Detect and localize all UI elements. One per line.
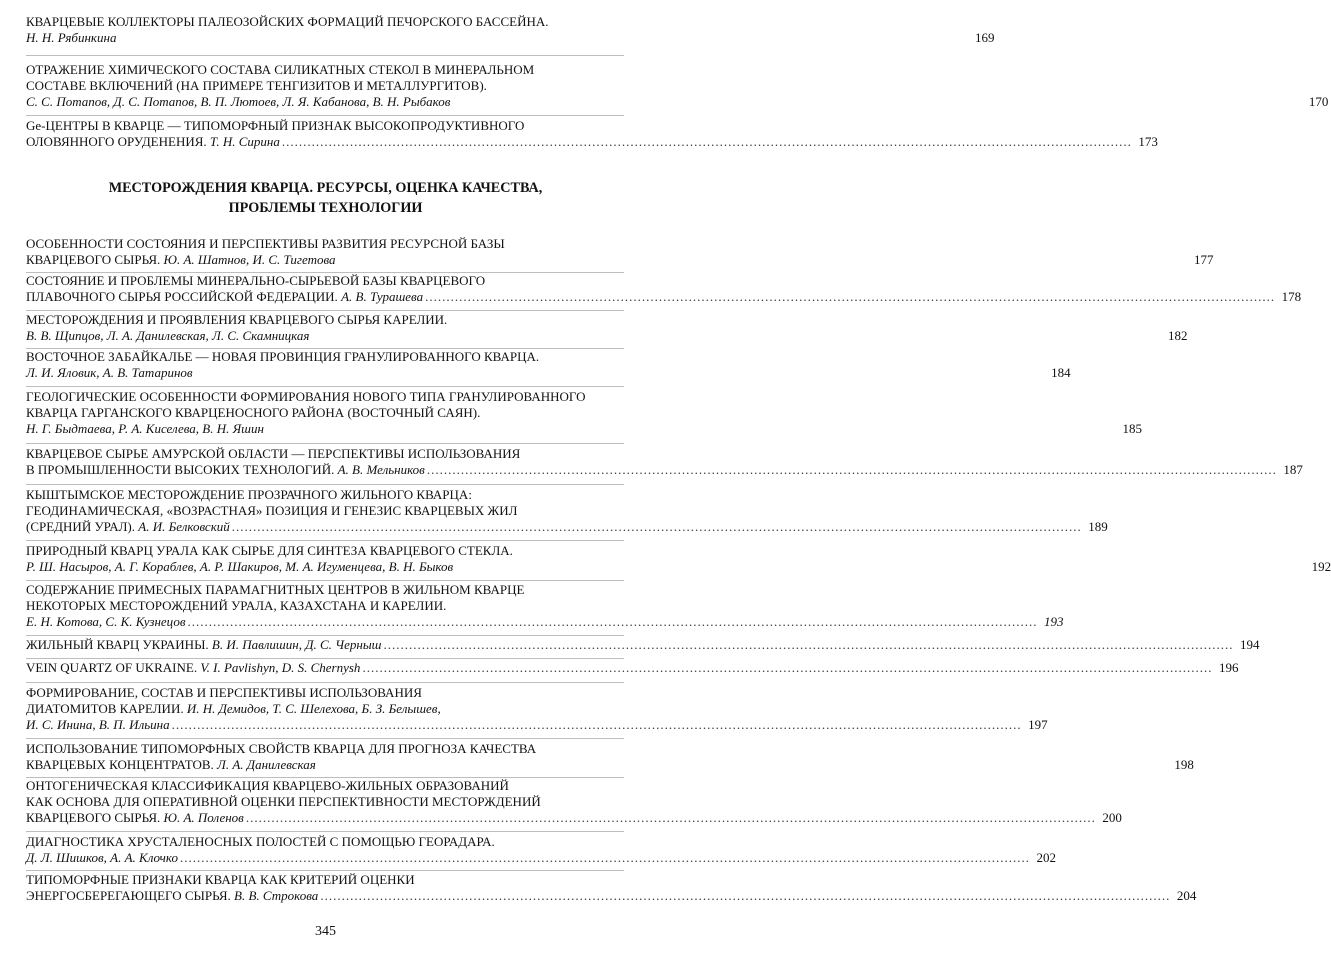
toc-entry-authors: Т. Н. Сирина — [209, 134, 280, 149]
toc-entry-title-and-authors — [26, 421, 264, 437]
toc-entry-page-number: 184 — [1051, 365, 1071, 380]
entry-divider — [26, 870, 624, 871]
toc-entry-final-line — [26, 559, 1331, 575]
toc-entry — [26, 872, 1197, 904]
section-heading — [60, 178, 591, 218]
toc-entry-authors: Ю. А. Поленов — [163, 810, 244, 825]
toc-entry-title-end: КВАРЦЕВОГО СЫРЬЯ. — [26, 252, 164, 267]
entry-divider — [26, 738, 624, 739]
toc-entry-final-line — [26, 30, 995, 46]
page-number: 345 — [315, 924, 336, 939]
toc-entry-page-number: 194 — [1239, 637, 1260, 652]
entry-divider — [26, 310, 624, 311]
entry-divider — [26, 484, 624, 485]
toc-entry-page-number: 204 — [1176, 888, 1197, 903]
toc-entry — [26, 582, 1064, 630]
toc-entry — [26, 349, 1071, 381]
toc-entry-final-line — [26, 94, 1329, 110]
toc-entry-final-line — [26, 365, 1071, 381]
toc-entry — [26, 543, 1331, 575]
toc-entry-final-line — [26, 289, 1302, 305]
toc-entry-title-and-authors — [26, 660, 360, 676]
toc-entry-title-and-authors — [26, 134, 280, 150]
toc-entry-title-line: ОСОБЕННОСТИ СОСТОЯНИЯ И ПЕРСПЕКТИВЫ РАЗВИТИЯ РЕСУРСНОЙ БАЗЫ — [26, 236, 505, 251]
toc-entry-title-and-authors — [26, 717, 170, 733]
entry-divider — [26, 443, 624, 444]
section-heading-line-1: МЕСТОРОЖДЕНИЯ КВАРЦА. РЕСУРСЫ, ОЦЕНКА КАЧЕСТВА, — [108, 180, 543, 196]
toc-entry-title-and-authors — [26, 850, 178, 866]
toc-entry — [26, 660, 1239, 676]
toc-entry-title-line: ОНТОГЕНИЧЕСКАЯ КЛАССИФИКАЦИЯ КВАРЦЕВО-ЖИЛЬНЫХ ОБРАЗОВАНИЙ — [26, 778, 509, 793]
toc-entry — [26, 14, 995, 46]
dot-leader: ........................................................................................................................................................................................................ — [231, 519, 1082, 534]
toc-entry-title-and-authors — [26, 462, 425, 478]
toc-entry — [26, 487, 1108, 535]
toc-entry-page-number: 182 — [1167, 328, 1188, 343]
toc-entry-title-and-authors — [26, 30, 116, 46]
toc-entry-final-line — [26, 328, 1188, 344]
toc-entry-title-and-authors — [26, 614, 185, 630]
toc-entry — [26, 236, 1214, 268]
toc-entry-title-line: ОТРАЖЕНИЕ ХИМИЧЕСКОГО СОСТАВА СИЛИКАТНЫХ СТЕКОЛ В МИНЕРАЛЬНОМ — [26, 62, 535, 77]
toc-entry-final-line — [26, 134, 1158, 150]
toc-entry-authors: Д. Л. Шишков, А. А. Клочко — [26, 850, 178, 865]
entry-divider — [26, 540, 624, 541]
toc-entry — [26, 118, 1158, 150]
toc-entry-title-line: ГЕОДИНАМИЧЕСКАЯ, «ВОЗРАСТНАЯ» ПОЗИЦИЯ И ГЕНЕЗИС КВАРЦЕВЫХ ЖИЛ — [26, 503, 518, 518]
toc-entry-title-line: СОДЕРЖАНИЕ ПРИМЕСНЫХ ПАРАМАГНИТНЫХ ЦЕНТРОВ В ЖИЛЬНОМ КВАРЦЕ — [26, 582, 525, 597]
toc-entry-title-and-authors — [26, 289, 423, 305]
toc-entry-title-and-authors — [26, 365, 193, 381]
toc-entry-title-end: ЭНЕРГОСБЕРЕГАЮЩЕГО СЫРЬЯ. — [26, 888, 235, 903]
toc-entry-authors: В. И. Павлишин, Д. С. Черныш — [211, 637, 382, 652]
toc-entry-title-line: НЕКОТОРЫХ МЕСТОРОЖДЕНИЙ УРАЛА, КАЗАХСТАНА И КАРЕЛИИ. — [26, 598, 447, 613]
toc-entry-page-number: 196 — [1218, 660, 1239, 675]
toc-entry-authors: С. С. Потапов, Д. С. Потапов, В. П. Лютоев, Л. Я. Кабанова, В. Н. Рыбаков — [26, 94, 451, 109]
toc-entry-title-line: ДИАГНОСТИКА ХРУСТАЛЕНОСНЫХ ПОЛОСТЕЙ С ПОМОЩЬЮ ГЕОРАДАРА. — [26, 834, 495, 849]
toc-entry — [26, 446, 1303, 478]
toc-entry — [26, 273, 1302, 305]
toc-entry-title-line: ФОРМИРОВАНИЕ, СОСТАВ И ПЕРСПЕКТИВЫ ИСПОЛЬЗОВАНИЯ — [26, 685, 422, 700]
toc-entry-title-line: КАК ОСНОВА ДЛЯ ОПЕРАТИВНОЙ ОЦЕНКИ ПЕРСПЕКТИВНОСТИ МЕСТОРЖДЕНИЙ — [26, 794, 541, 809]
entry-divider — [26, 658, 624, 659]
toc-entry-page-number: 202 — [1036, 850, 1056, 865]
toc-entry-page-number: 170 — [1308, 94, 1329, 109]
dot-leader: ........................................................................................................................................................................................................ — [245, 810, 1096, 825]
toc-entry-authors: В. В. Щипцов, Л. А. Данилевская, Л. С. Скамницкая — [26, 328, 310, 343]
toc-entry-title-and-authors — [26, 810, 244, 826]
toc-entry-title-end: КВАРЦЕВЫХ КОНЦЕНТРАТОВ. — [26, 757, 218, 772]
toc-entry-title-end: VEIN QUARTZ OF UKRAINE. — [26, 660, 201, 675]
entry-divider — [26, 682, 624, 683]
dot-leader: ........................................................................................................................................................................................................ — [187, 614, 1038, 629]
toc-entry-final-line — [26, 810, 1122, 826]
toc-entry — [26, 834, 1056, 866]
toc-entry-title-line: ИСПОЛЬЗОВАНИЕ ТИПОМОРФНЫХ СВОЙСТВ КВАРЦА ДЛЯ ПРОГНОЗА КАЧЕСТВА — [26, 741, 537, 756]
dot-leader: ........................................................................................................................................................................................................ — [362, 660, 1213, 675]
toc-entry — [26, 637, 1260, 653]
toc-entry-authors: И. С. Инина, В. П. Ильина — [26, 717, 170, 732]
toc-entry-page-number: 178 — [1281, 289, 1302, 304]
toc-entry — [26, 62, 1329, 110]
dot-leader: ........................................................................................................................................................................................................ — [281, 134, 1132, 149]
toc-entry — [26, 778, 1122, 826]
toc-entry-title-line: ДИАТОМИТОВ КАРЕЛИИ. И. Н. Демидов, Т. С. Шелехова, Б. З. Белышев, — [26, 701, 441, 716]
toc-entry-authors: Е. Н. Котова, С. К. Кузнецов — [26, 614, 186, 629]
toc-entry-page-number: 193 — [1043, 614, 1064, 629]
toc-entry-final-line — [26, 717, 1048, 733]
toc-entry-authors: Л. И. Яловик, А. В. Татаринов — [26, 365, 193, 380]
toc-entry-title-and-authors — [26, 252, 336, 268]
toc-entry — [26, 312, 1188, 344]
toc-entry-title-end: (СРЕДНИЙ УРАЛ). — [26, 519, 139, 534]
entry-divider — [26, 55, 624, 56]
entry-divider — [26, 386, 624, 387]
toc-entry-final-line — [26, 252, 1214, 268]
toc-entry — [26, 389, 1142, 437]
toc-entry-title-end: ОЛОВЯННОГО ОРУДЕНЕНИЯ. — [26, 134, 210, 149]
toc-entry-page-number: 197 — [1028, 717, 1048, 732]
toc-entry-authors: Н. Г. Быдтаева, Р. А. Киселева, В. Н. Яшин — [26, 421, 264, 436]
toc-entry-authors: Н. Н. Рябинкина — [26, 30, 117, 45]
toc-entry-title-and-authors — [26, 637, 381, 653]
toc-entry-title-line: ПРИРОДНЫЙ КВАРЦ УРАЛА КАК СЫРЬЕ ДЛЯ СИНТЕЗА КВАРЦЕВОГО СТЕКЛА. — [26, 543, 513, 558]
entry-divider — [26, 115, 624, 116]
toc-entry-page-number: 185 — [1122, 421, 1142, 436]
toc-entry-title-end: В ПРОМЫШЛЕННОСТИ ВЫСОКИХ ТЕХНОЛОГИЙ. — [26, 462, 338, 477]
toc-entry-title-line: КВАРЦЕВОЕ СЫРЬЕ АМУРСКОЙ ОБЛАСТИ — ПЕРСПЕКТИВЫ ИСПОЛЬЗОВАНИЯ — [26, 446, 521, 461]
toc-entry-title-and-authors — [26, 559, 453, 575]
toc-entry-title-and-authors — [26, 94, 450, 110]
toc-entry-title-line: МЕСТОРОЖДЕНИЯ И ПРОЯВЛЕНИЯ КВАРЦЕВОГО СЫРЬЯ КАРЕЛИИ. — [26, 312, 448, 327]
toc-entry-title-and-authors — [26, 519, 230, 535]
toc-entry-authors: Л. А. Данилевская — [217, 757, 316, 772]
toc-entry-title-line: Ge-ЦЕНТРЫ В КВАРЦЕ — ТИПОМОРФНЫЙ ПРИЗНАК ВЫСОКОПРОДУКТИВНОГО — [26, 118, 525, 133]
toc-entry-page-number: 200 — [1102, 810, 1122, 825]
dot-leader: ........................................................................................................................................................................................................ — [426, 462, 1277, 477]
toc-entry-title-line: ТИПОМОРФНЫЕ ПРИЗНАКИ КВАРЦА КАК КРИТЕРИЙ ОЦЕНКИ — [26, 872, 415, 887]
toc-entry-title-line: ВОСТОЧНОЕ ЗАБАЙКАЛЬЕ — НОВАЯ ПРОВИНЦИЯ ГРАНУЛИРОВАННОГО КВАРЦА. — [26, 349, 540, 364]
dot-leader: ........................................................................................................................................................................................................ — [320, 888, 1171, 903]
toc-entry-final-line — [26, 888, 1197, 904]
toc-entry-page-number: 169 — [974, 30, 995, 45]
toc-entry-title-line: КВАРЦА ГАРГАНСКОГО КВАРЦЕНОСНОГО РАЙОНА (ВОСТОЧНЫЙ САЯН). — [26, 405, 481, 420]
toc-entry-page-number: 189 — [1088, 519, 1108, 534]
toc-entry-page-number: 198 — [1174, 757, 1194, 772]
toc-entry-title-line: КЫШТЫМСКОЕ МЕСТОРОЖДЕНИЕ ПРОЗРАЧНОГО ЖИЛЬНОГО КВАРЦА: — [26, 487, 472, 502]
toc-entry-title-end: ПЛАВОЧНОГО СЫРЬЯ РОССИЙСКОЙ ФЕДЕРАЦИИ. — [26, 289, 342, 304]
toc-entry-authors: Ю. А. Шатнов, И. С. Тигетова — [163, 252, 336, 267]
toc-entry-title-end: КВАРЦЕВОГО СЫРЬЯ. — [26, 810, 164, 825]
toc-entry-final-line — [26, 421, 1142, 437]
entry-divider — [26, 635, 624, 636]
toc-entry-final-line — [26, 519, 1108, 535]
toc-entry — [26, 685, 1048, 733]
toc-entry-title-and-authors — [26, 888, 318, 904]
dot-leader: ........................................................................................................................................................................................................ — [383, 637, 1234, 652]
toc-entry-authors: Р. Ш. Насыров, А. Г. Кораблев, А. Р. Шакиров, М. А. Игуменцева, В. Н. Быков — [26, 559, 454, 574]
toc-entry-authors: А. В. Турашева — [341, 289, 424, 304]
entry-divider — [26, 831, 624, 832]
toc-entry — [26, 741, 1194, 773]
toc-entry-title-and-authors — [26, 328, 309, 344]
toc-entry-title-line: КВАРЦЕВЫЕ КОЛЛЕКТОРЫ ПАЛЕОЗОЙСКИХ ФОРМАЦИЙ ПЕЧОРСКОГО БАССЕЙНА. — [26, 14, 549, 29]
toc-entry-page-number: 173 — [1138, 134, 1158, 149]
toc-entry-final-line — [26, 660, 1239, 676]
toc-entry-final-line — [26, 850, 1056, 866]
dot-leader: ........................................................................................................................................................................................................ — [171, 717, 1022, 732]
toc-entry-page-number: 177 — [1194, 252, 1214, 267]
entry-divider — [26, 580, 624, 581]
toc-entry-final-line — [26, 462, 1303, 478]
toc-entry-title-and-authors — [26, 757, 316, 773]
toc-entry-title-end: ЖИЛЬНЫЙ КВАРЦ УКРАИНЫ. — [26, 637, 212, 652]
toc-entry-authors: V. I. Pavlishyn, D. S. Chernysh — [200, 660, 361, 675]
toc-entry-title-line: СОСТОЯНИЕ И ПРОБЛЕМЫ МИНЕРАЛЬНО-СЫРЬЕВОЙ БАЗЫ КВАРЦЕВОГО — [26, 273, 486, 288]
dot-leader: ........................................................................................................................................................................................................ — [425, 289, 1276, 304]
toc-entry-authors: А. В. Мельников — [337, 462, 425, 477]
toc-entry-title-line: ГЕОЛОГИЧЕСКИЕ ОСОБЕННОСТИ ФОРМИРОВАНИЯ НОВОГО ТИПА ГРАНУЛИРОВАННОГО — [26, 389, 586, 404]
toc-entry-page-number: 187 — [1283, 462, 1303, 477]
toc-entry-final-line — [26, 614, 1064, 630]
toc-entry-page-number: 192 — [1311, 559, 1331, 574]
dot-leader: ........................................................................................................................................................................................................ — [179, 850, 1030, 865]
section-heading-line-2: ПРОБЛЕМЫ ТЕХНОЛОГИИ — [228, 200, 423, 216]
toc-entry-authors: В. В. Строкова — [234, 888, 319, 903]
toc-entry-title-line: СОСТАВЕ ВКЛЮЧЕНИЙ (НА ПРИМЕРЕ ТЕНГИЗИТОВ И МЕТАЛЛУРГИТОВ). — [26, 78, 487, 93]
toc-entry-final-line — [26, 637, 1260, 653]
toc-entry-final-line — [26, 757, 1194, 773]
toc-entry-authors: А. И. Белковский — [138, 519, 230, 534]
